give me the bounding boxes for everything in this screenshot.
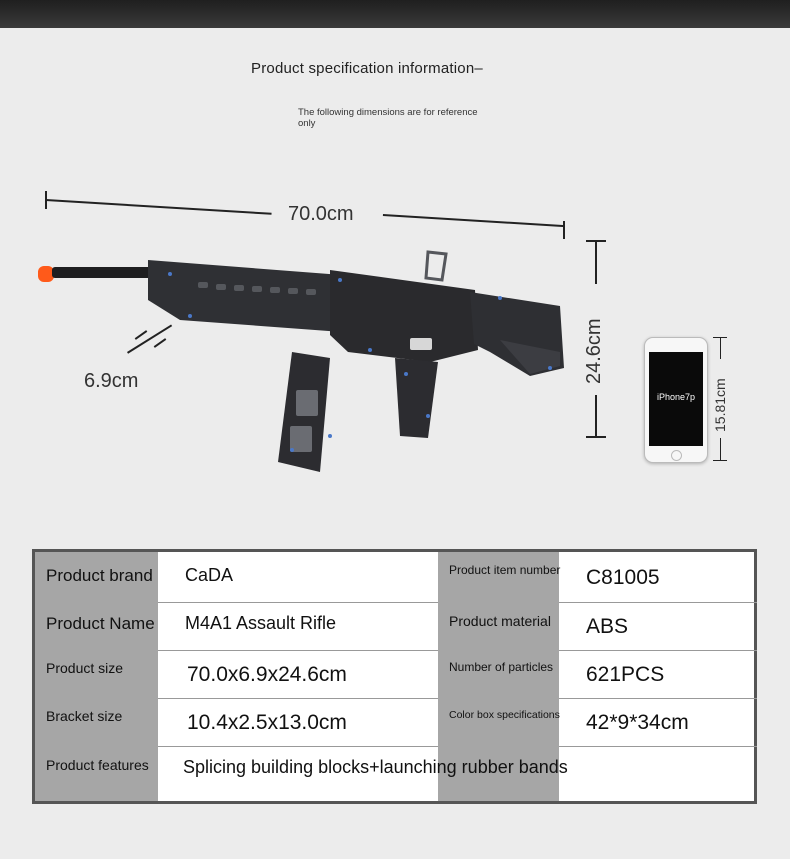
row-divider (158, 698, 438, 699)
row-divider (158, 602, 438, 603)
spec-value: ABS (586, 615, 629, 638)
height-line-bottom (595, 395, 597, 437)
spec-value: 621PCS (586, 663, 665, 686)
rifle-receiver (330, 270, 478, 362)
dimension-note: The following dimensions are for reference only (298, 107, 478, 129)
phone-line-bottom (720, 438, 721, 460)
length-tick-left (45, 191, 47, 209)
rifle-badge (410, 338, 432, 350)
phone-image (644, 337, 708, 463)
spec-value: 10.4x2.5x13.0cm (187, 711, 347, 734)
rifle-barrel (52, 267, 156, 278)
height-line-top (595, 240, 597, 284)
length-line-left (46, 199, 272, 215)
length-line-right (383, 214, 565, 227)
spec-label: Bracket size (46, 708, 123, 724)
spec-value: 42*9*34cm (586, 711, 689, 734)
spec-label: Product material (449, 613, 551, 629)
rifle-muzzle (38, 266, 54, 282)
spec-table (32, 549, 757, 804)
phone-line-top (720, 337, 721, 359)
spec-value: C81005 (586, 566, 660, 589)
rifle-grip (395, 358, 438, 438)
phone-screen (649, 352, 703, 446)
row-divider (559, 650, 757, 651)
height-label: 24.6cm (583, 318, 605, 384)
row-divider (158, 746, 438, 747)
page-title: Product specification information– (251, 60, 483, 77)
length-label: 70.0cm (288, 203, 354, 225)
row-divider (158, 650, 438, 651)
row-divider (559, 698, 757, 699)
spec-label: Product Name (46, 614, 155, 633)
spec-label: Product item number (449, 563, 561, 577)
spec-label: Product brand (46, 566, 153, 585)
spec-value: M4A1 Assault Rifle (185, 613, 337, 633)
row-divider (559, 746, 757, 747)
phone-height-label: 15.81cm (712, 378, 728, 432)
rifle-handguard (148, 260, 342, 332)
spec-label: Product size (46, 660, 124, 676)
spec-label: Product features (46, 757, 149, 773)
spec-label: Number of particles (449, 660, 554, 674)
height-tick-bottom (586, 436, 606, 438)
phone-home-button (671, 450, 682, 461)
spec-label: Color box specifications (449, 709, 560, 721)
rifle-rear-sight (426, 252, 446, 280)
length-tick-right (563, 221, 565, 239)
phone-tick-bottom (713, 460, 727, 461)
spec-value: 70.0x6.9x24.6cm (187, 663, 347, 686)
row-divider (559, 602, 757, 603)
spec-value: Splicing building blocks+launching rubber bands (183, 757, 568, 777)
top-bar (0, 0, 790, 28)
spec-value: CaDA (185, 565, 234, 585)
phone-model-label: iPhone7p (656, 392, 696, 402)
width-label: 6.9cm (84, 370, 139, 392)
rifle-image (30, 240, 570, 480)
